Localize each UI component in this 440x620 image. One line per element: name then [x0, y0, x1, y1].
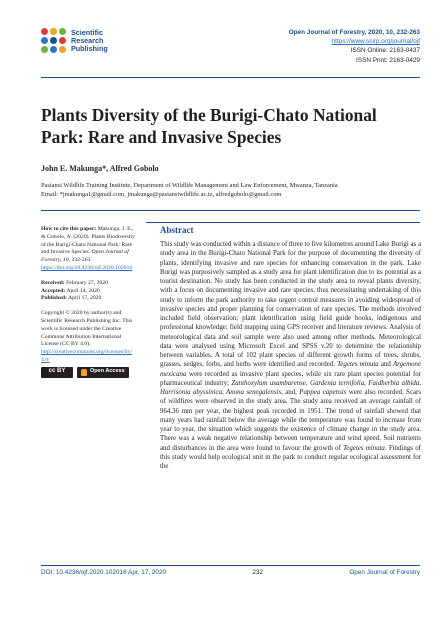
affiliation-text: Pasiansi Wildlife Training Institute, Department of Wildlife Management and Law Enforcement, Mwanza, Tanzania — [41, 182, 338, 189]
received-label: Received: — [41, 279, 65, 286]
abstract-part: were also recorded. Scars of wildfires were observed in the study area. The study area received an average rainfall of 964.36 mm per year, the highest peak recorded in 1951. The trend of rainfall showed that many years had rainfall below the average while the temperature was found to increase from year to year, the situation which suggests the existence of climate change in the study area. There was a weak negative relationship between temperature and wind speed. Soil nutrients and disturbances in the area were found to favour the growth of — [160, 389, 421, 452]
cite-doi-link[interactable]: https://doi.org/10.4236/ojf.2020.102016 — [41, 264, 133, 271]
abstract-part: were recorded as invasive plant species, while six rare plant species potential for pharmaceutical industry; — [160, 370, 422, 387]
copyright-block — [41, 310, 136, 378]
page-footer — [41, 569, 420, 576]
abstract-part: Findings of this study would help ecological unit in the park to conduct regular ecological assessment for the — [160, 444, 421, 470]
cite-journal: Open Journal of Forestry, 10, — [41, 249, 129, 264]
article-sidebar — [41, 226, 136, 385]
citation-block — [41, 226, 136, 273]
published-label: Published: — [41, 295, 67, 302]
abstract-part: and — [380, 361, 391, 369]
page-number: 232 — [252, 569, 264, 576]
scirp-logo-icon — [41, 28, 67, 54]
author-affiliation — [41, 181, 426, 199]
issn-print: ISSN Print: 2163-0429 — [356, 56, 420, 64]
license-badges — [41, 367, 136, 378]
abstract-heading: Abstract — [160, 225, 194, 235]
issn-online: ISSN Online: 2163-0437 — [350, 47, 420, 55]
header-divider — [41, 77, 420, 78]
species-name: Tegetes minuta. — [343, 444, 387, 452]
cc-by-badge-icon[interactable]: cc BY — [41, 367, 73, 378]
journal-citation: Open Journal of Forestry, 2020, 10, 232-263 — [288, 29, 420, 36]
abstract-part: This study was conducted within a distance of three to five kilometres around Lake Burigi as a study area in the Burigi-Chato National Park for the purpose of documenting the diversity of plants, identifying invasive and rare species for enhancing conservation in the park. Lake Burigi was purposively sampled as a study area for plant identification due to its potential as a tourist destination. No study has been conducted in the study area to reveal plants diversity, with a focus on documenting invasive and rare species, thus necessitating undertaking of this study to inform the park authority to take urgent control measures in avoiding widespread of invasive species and proper planning for conservation of rare species. The methods involved included field observation; plant identification using field guide books, indigenous and professional knowledge; field mapping using GPS receiver and literature reviews. Analysis of meteorological data and soil sample were also used among other methods. Meteorological data were analysed using Microsoft Excel and SPSS v.20 to determine the relationship between variables. A total of 102 plant species of different growth forms of trees, shrubs, grasses, sedges, forbs, and herbs were identified and recorded. — [160, 241, 422, 369]
publisher-name-line: Research — [71, 35, 104, 45]
species-name: Zanthoxylum usambarense, Gardenia ternifolia, Faidherbia albida, Harrisonia abyssinica, Anona senegalensis, — [160, 379, 421, 396]
cite-pages: 232-263. — [71, 257, 92, 264]
cite-text: Makunga, J. E., & Gobolo, A. (2020). Plants Biodiversity of the Burigi-Chato National Park: Rare and Invasive Species. — [41, 226, 135, 256]
dates-block — [41, 280, 136, 303]
journal-url-link[interactable]: https://www.scirp.org/journal/ojf — [331, 38, 420, 46]
footer-doi: DOI: 10.4236/ojf.2020.102016 Apr. 17, 2020 — [41, 569, 167, 576]
species-name: Pappea capensis — [299, 389, 347, 396]
footer-divider — [41, 565, 420, 566]
open-access-badge — [77, 367, 129, 378]
accepted-date: April 14, 2020 — [66, 287, 100, 294]
species-name: Argemone mexicana — [160, 361, 422, 378]
author-emails: Email: *jmakunga1@gmail.com, jmakunga@pasiansiwildlife.ac.tz, alfredgobolo@gmail.com — [41, 191, 282, 199]
journal-info — [289, 28, 420, 65]
open-access-label: Open Access — [90, 368, 125, 375]
publisher-name — [71, 29, 108, 54]
received-date: February 27, 2020 — [66, 279, 108, 286]
affiliation-divider — [41, 210, 420, 211]
publisher-name-line: Scientific — [71, 27, 103, 37]
accepted-label: Accepted: — [41, 287, 66, 294]
publisher-name-line: Publishing — [71, 44, 108, 54]
article-title: Plants Diversity of the Burigi-Chato National Park: Rare and Invasive Species — [41, 105, 377, 147]
cite-label: How to cite this paper: — [41, 226, 97, 232]
abstract-text — [160, 240, 421, 471]
footer-journal: Open Journal of Forestry — [349, 569, 420, 576]
copyright-text: Copyright © 2020 by author(s) and Scientific Research Publishing Inc. This work is licensed under the Creative Commons Attribution International License (CC BY 4.0). — [41, 310, 133, 348]
published-date: April 17, 2020 — [68, 295, 102, 302]
open-lock-icon — [81, 369, 87, 376]
article-authors: John E. Makunga*, Alfred Gobolo — [41, 164, 159, 173]
abstract-part: and, — [285, 389, 297, 396]
license-link[interactable]: http://creativecommons.org/licenses/by/4.0/ — [41, 349, 133, 363]
species-name: Tegetes minuta — [337, 361, 379, 369]
publisher-logo — [41, 28, 108, 54]
